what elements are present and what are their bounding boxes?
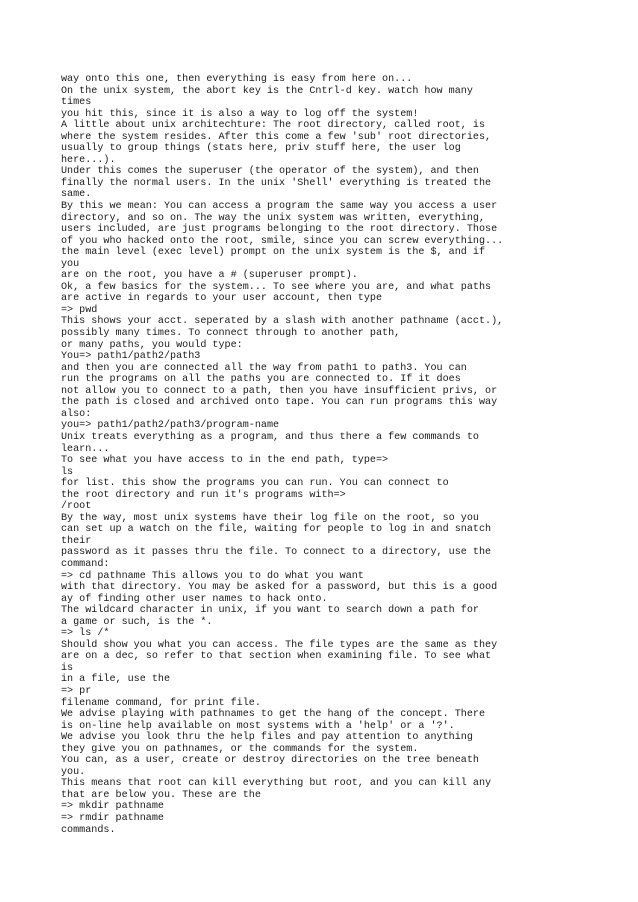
text-line: By this we mean: You can access a program the same way you access a user [61,201,498,213]
text-line: => pr [61,685,92,697]
text-line: for list. this show the programs you can run. You can connect to [61,478,449,490]
text-line: can set up a watch on the file, waiting for people to log in and snatch [61,524,492,536]
text-line: users included, are just programs belonging to the root directory. Those [61,224,498,236]
text-line: are active in regards to your user account, then type [61,293,383,305]
text-line: password as it passes thru the file. To connect to a directory, use the [61,547,492,559]
text-line: commands. [61,824,116,836]
text-line: This means that root can kill everything but root, and you can kill any [61,778,492,790]
text-line: times [61,97,92,109]
text-line: way onto this one, then everything is easy from here on... [61,74,413,85]
text-line: and then you are connected all the way from path1 to path3. You can [61,362,467,374]
text-line: => ls /* [61,628,110,640]
text-line: By the way, most unix systems have their log file on the root, so you [61,512,479,524]
text-line: => rmdir pathname [61,813,164,824]
document-page [61,74,621,836]
text-line: directory, and so on. The way the unix system was written, everything, [61,212,486,224]
text-line: Ok, a few basics for the system... To see where you are, and what paths [61,281,492,293]
text-line: their [61,535,92,547]
text-line: ay of finding other user names to hack onto. [61,593,328,605]
text-line: run the programs on all the paths you are connected to. If it does [61,374,461,386]
text-line: ls [61,466,74,478]
text-line: Unix treats everything as a program, and thus there a few commands to [61,431,479,443]
text-line: is [61,662,74,674]
text-line: /root [61,501,92,513]
text-line: Under this comes the superuser (the operator of the system), and then [61,166,479,178]
text-line: you hit this, since it is also a way to log off the system! [61,108,419,120]
text-line: To see what you have access to in the end path, type=> [61,455,389,467]
text-line: On the unix system, the abort key is the Cntrl-d key. watch how many [61,85,473,97]
text-line: they give you on pathnames, or the commands for the system. [61,743,419,755]
text-line: => cd pathname This allows you to do what you want [61,570,364,582]
text-line: that are below you. These are the [61,789,261,801]
text-line: Should show you what you can access. The file types are the same as they [61,639,498,651]
text-line: where the system resides. After this come a few 'sub' root directories, [61,131,492,143]
text-line: The wildcard character in unix, if you want to search down a path for [61,605,479,617]
text-line: usually to group things (stats here, priv stuff here, the user log [61,143,461,155]
text-line: This shows your acct. seperated by a slash with another pathname (acct.), [61,316,504,328]
text-line: you=> path1/path2/path3/program-name [61,420,280,432]
text-line: with that directory. You may be asked for a password, but this is a good [61,582,498,594]
text-line: => mkdir pathname [61,801,164,813]
text-line: also: [61,408,92,420]
text-line: learn... [61,443,110,455]
text-line: the root directory and run it's programs with=> [61,489,346,501]
text-line: are on a dec, so refer to that section when examining file. To see what [61,651,492,663]
text-line: We advise you look thru the help files and pay attention to anything [61,732,473,744]
text-line: here...). [61,154,116,166]
text-line: You=> path1/path2/path3 [61,351,201,363]
text-line: is on-line help available on most systems with a 'help' or a '?'. [61,720,455,732]
text-line: the main level (exec level) prompt on the unix system is the $, and if [61,247,486,259]
text-line: you [61,258,80,270]
text-line: => pwd [61,304,98,316]
text-line: same. [61,189,92,201]
text-line: of you who hacked onto the root, smile, since you can screw everything... [61,235,504,247]
text-line: or many paths, you would type: [61,339,243,351]
text-line: possibly many times. To connect through to another path, [61,328,401,340]
text-line: you. [61,766,86,778]
text-line: You can, as a user, create or destroy directories on the tree beneath [61,755,479,767]
text-line: in a file, use the [61,674,171,686]
text-line: We advise playing with pathnames to get the hang of the concept. There [61,709,486,721]
text-line: filename command, for print file. [61,697,261,709]
text-line: finally the normal users. In the unix 'Shell' everything is treated the [61,177,492,189]
text-line: the path is closed and archived onto tape. You can run programs this way [61,397,498,409]
text-line: not allow you to connect to a path, then you have insufficient privs, or [61,385,498,397]
text-line: are on the root, you have a # (superuser prompt). [61,270,358,282]
text-line: a game or such, is the *. [61,616,213,628]
text-line: A little about unix architechture: The root directory, called root, is [61,120,486,132]
text-line: command: [61,558,110,570]
